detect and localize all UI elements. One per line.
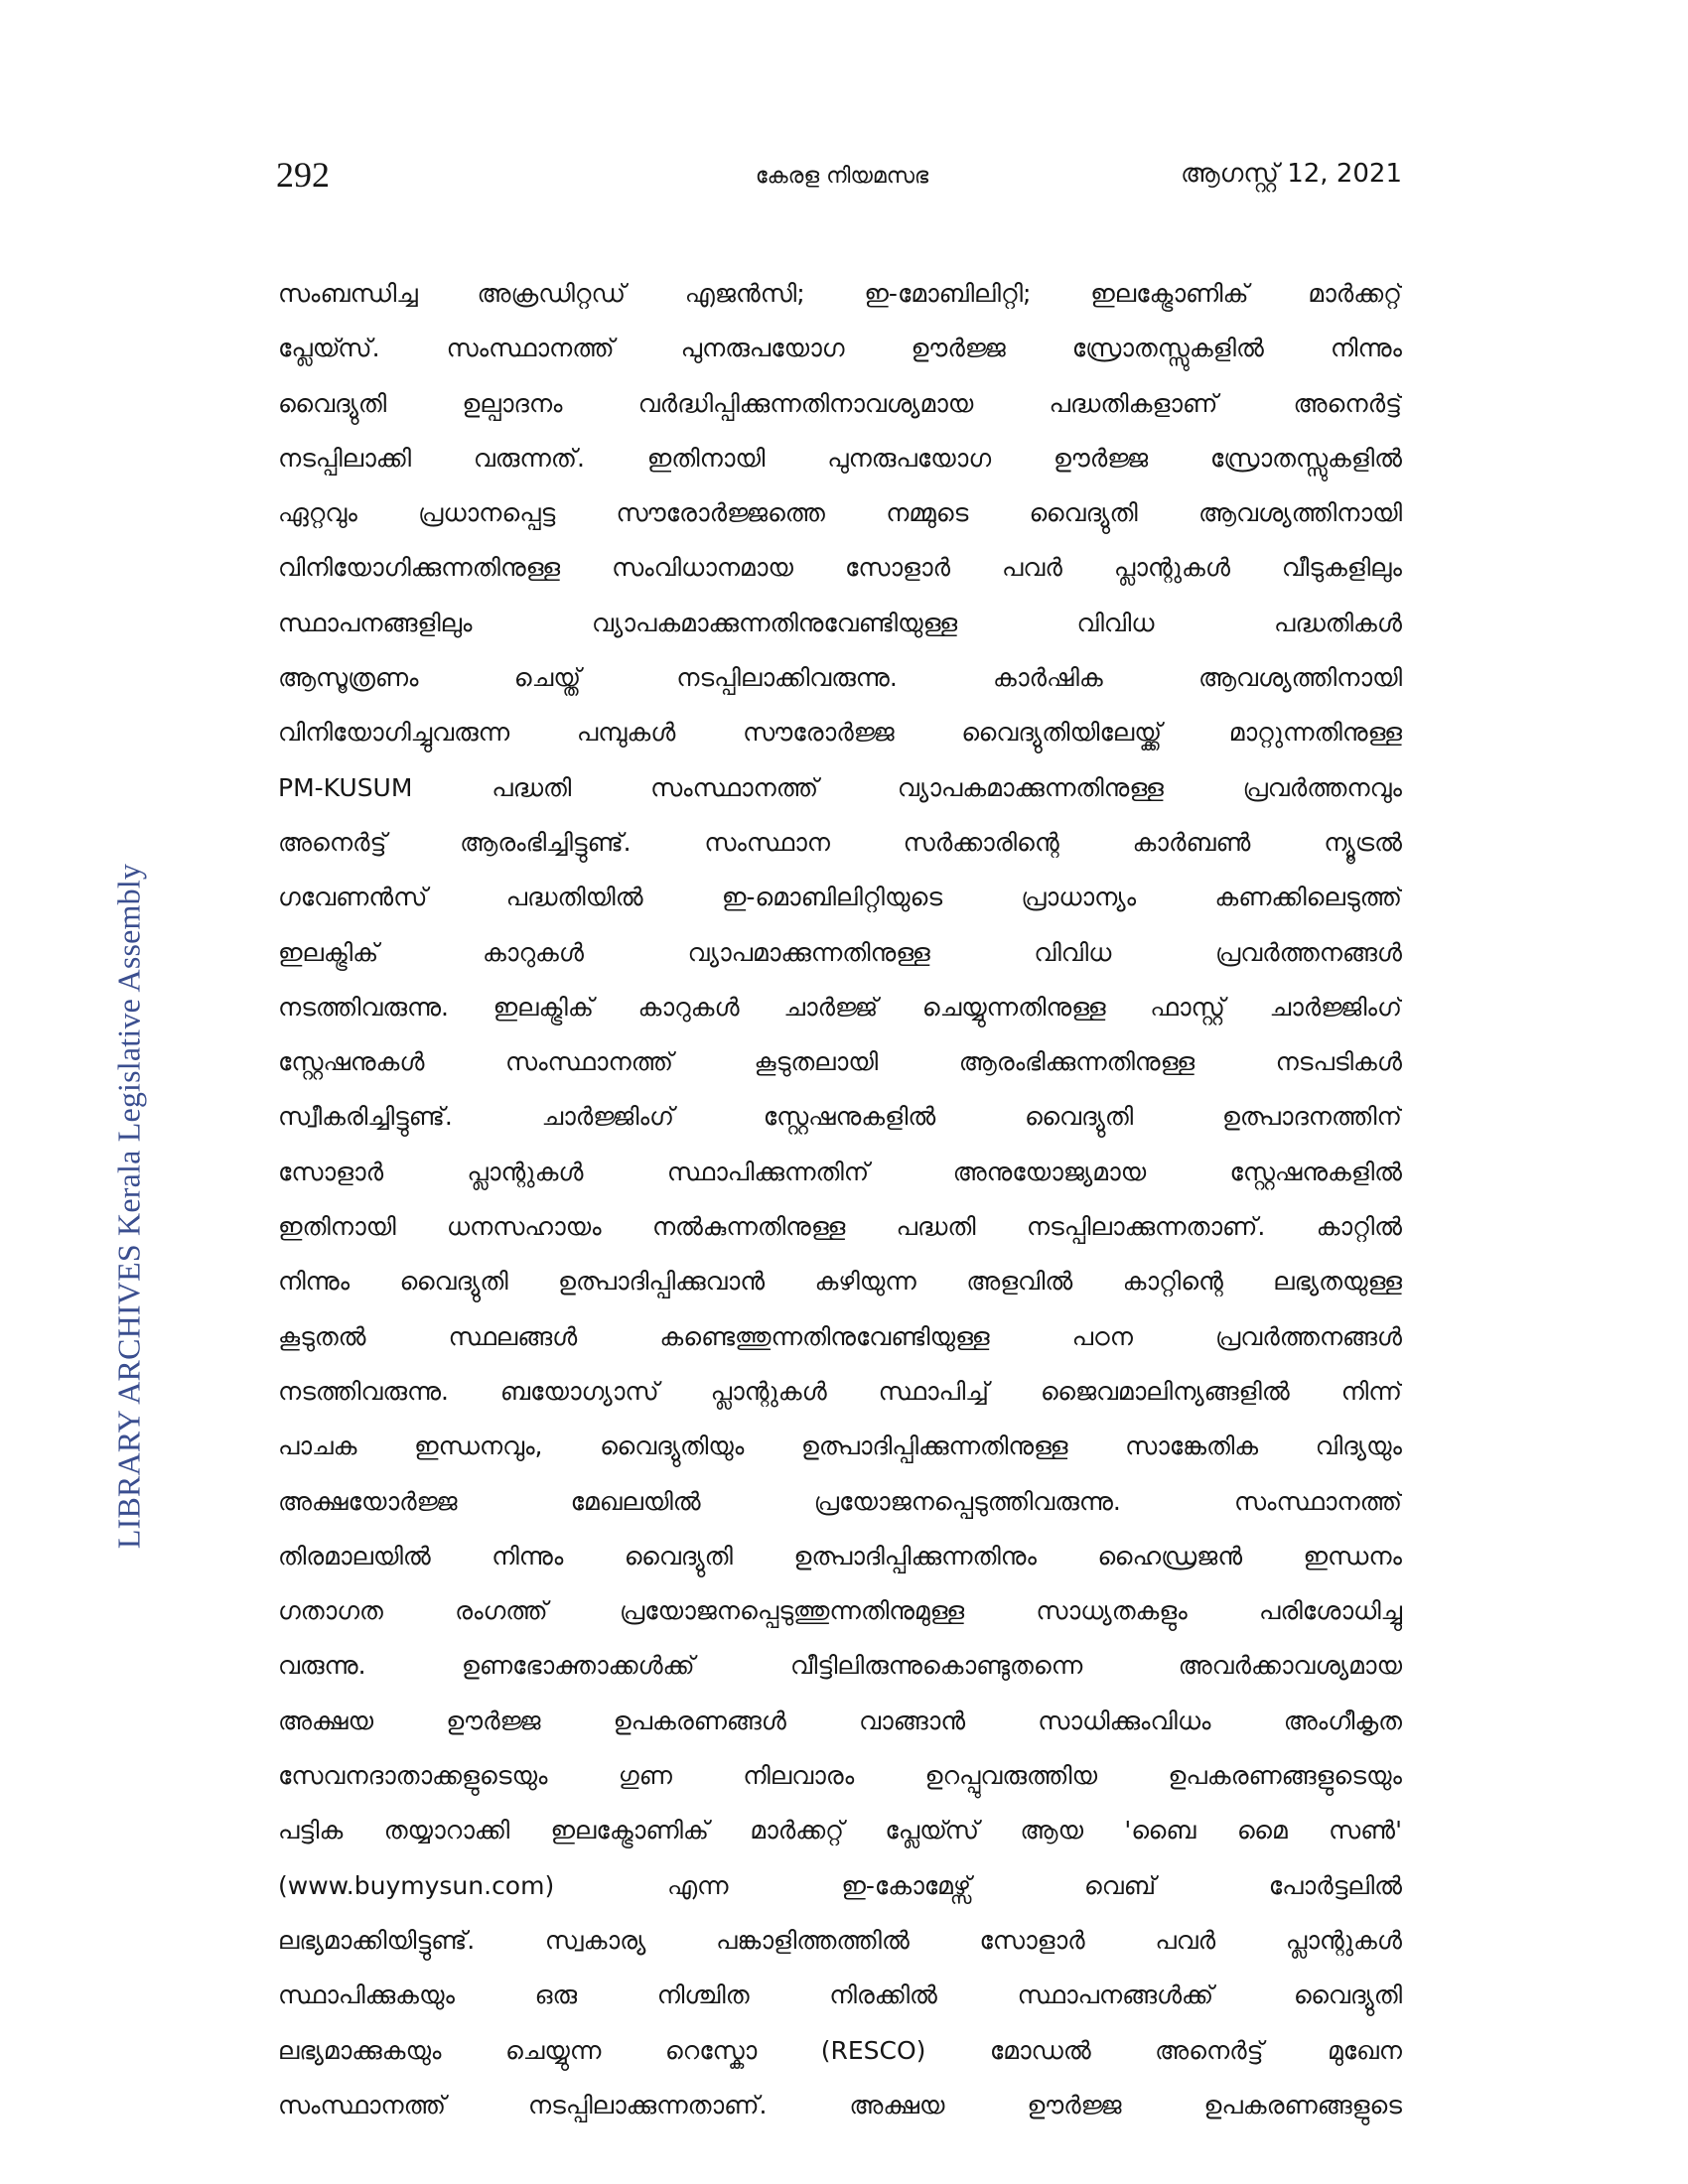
body-line: വൈദ്യുതി ഉല്പാദനം വർദ്ധിപ്പിക്കുന്നതിനാവശ്യമായ പദ്ധതികളാണ് അനെർട്ട് (278, 388, 1402, 418)
header-date: ആഗസ്റ്റ് 12, 2021 (1181, 159, 1402, 189)
body-line: നടത്തിവരുന്നു. ഇലക്ട്രിക് കാറുകൾ ചാർജ്ജ് ചെയ്യുന്നതിനുള്ള ഫാസ്റ്റ് ചാർജ്ജിംഗ് (278, 992, 1402, 1022)
body-line: ഇതിനായി ധനസഹായം നൽകുന്നതിനുള്ള പദ്ധതി നടപ്പിലാക്കുന്നതാണ്. കാറ്റിൽ (278, 1212, 1402, 1242)
body-line: (www.buymysun.com) എന്ന ഇ-കോമേഴ്സ് വെബ് പോർട്ടലിൽ (278, 1870, 1402, 1900)
body-line: പട്ടിക തയ്യാറാക്കി ഇലക്ട്രോണിക് മാർക്കറ്റ് പ്ലേയ്സ് ആയ 'ബൈ മൈ സൺ' (278, 1816, 1402, 1845)
page-header (276, 157, 1402, 212)
body-line: വരുന്നു. ഉണഭോക്താക്കൾക്ക് വീട്ടിലിരുന്നുകൊണ്ടുതന്നെ അവർക്കാവശ്യമായ (278, 1651, 1402, 1681)
body-line: സ്റ്റേഷനുകൾ സംസ്ഥാനത്ത് കൂടുതലായി ആരംഭിക്കുന്നതിനുള്ള നടപടികൾ (278, 1047, 1402, 1077)
body-line: സേവനദാതാക്കളുടെയും ഗുണ നിലവാരം ഉറപ്പുവരുത്തിയ ഉപകരണങ്ങളുടെയും (278, 1761, 1402, 1791)
running-title: കേരള നിയമസഭ (755, 164, 929, 189)
body-line: നടപ്പിലാക്കി വരുന്നത്. ഇതിനായി പുനരുപയോഗ ഊർജ്ജ സ്രോതസ്സുകളിൽ (278, 443, 1402, 473)
page-number: 292 (276, 155, 330, 195)
body-line: സ്വീകരിച്ചിട്ടുണ്ട്. ചാർജ്ജിംഗ് സ്റ്റേഷനുകളിൽ വൈദ്യുതി ഉത്പാദനത്തിന് (278, 1102, 1402, 1132)
watermark: LIBRARY ARCHIVES Kerala Legislative Assembly (110, 863, 147, 1550)
body-line: പാചക ഇന്ധനവും, വൈദ്യുതിയും ഉത്പാദിപ്പിക്കുന്നതിനുള്ള സാങ്കേതിക വിദ്യയും (278, 1432, 1402, 1461)
body-line: ഗതാഗത രംഗത്ത് പ്രയോജനപ്പെടുത്തുന്നതിനുമുള്ള സാധ്യതകളും പരിശോധിച്ചു (278, 1596, 1402, 1626)
body-line: സംബന്ധിച്ച അക്രഡിറ്റഡ് എജൻസി; ഇ-മോബിലിറ്റി; ഇലക്ട്രോണിക് മാർക്കറ്റ് (278, 279, 1402, 308)
body-line: അക്ഷയോർജ്ജ മേഖലയിൽ പ്രയോജനപ്പെടുത്തിവരുന്നു. സംസ്ഥാനത്ത് (278, 1486, 1402, 1516)
body-line: ലഭ്യമാക്കിയിട്ടുണ്ട്. സ്വകാര്യ പങ്കാളിത്തത്തിൽ സോളാർ പവർ പ്ലാന്റുകൾ (278, 1925, 1402, 1955)
body-line: അക്ഷയ ഊർജ്ജ ഉപകരണങ്ങൾ വാങ്ങാൻ സാധിക്കുംവിധം അംഗീകൃത (278, 1706, 1402, 1735)
body-line: തിരമാലയിൽ നിന്നും വൈദ്യുതി ഉത്പാദിപ്പിക്കുന്നതിനും ഹൈഡ്രജൻ ഇന്ധനം (278, 1541, 1402, 1570)
body-line: വിനിയോഗിക്കുന്നതിനുള്ള സംവിധാനമായ സോളാർ പവർ പ്ലാന്റുകൾ വീടുകളിലും (278, 553, 1402, 583)
body-line: പ്ലേയ്സ്. സംസ്ഥാനത്ത് പുനരുപയോഗ ഊർജ്ജ സ്രോതസ്സുകളിൽ നിന്നും (278, 334, 1402, 363)
body-line: നിന്നും വൈദ്യുതി ഉത്പാദിപ്പിക്കുവാൻ കഴിയുന്ന അളവിൽ കാറ്റിന്റെ ലഭ്യതയുള്ള (278, 1267, 1402, 1297)
body-line: ലഭ്യമാക്കുകയും ചെയ്യുന്ന റെസ്കോ (RESCO) മോഡൽ അനെർട്ട് മുഖേന (278, 2035, 1402, 2065)
body-line: ഇലക്ട്രിക് കാറുകൾ വ്യാപമാക്കുന്നതിനുള്ള വിവിധ പ്രവർത്തനങ്ങൾ (278, 937, 1402, 967)
body-line: വിനിയോഗിച്ചുവരുന്ന പമ്പുകൾ സൗരോർജ്ജ വൈദ്യുതിയിലേയ്ക്ക് മാറ്റുന്നതിനുള്ള (278, 718, 1402, 748)
body-line: കൂടുതൽ സ്ഥലങ്ങൾ കണ്ടെത്തുന്നതിനുവേണ്ടിയുള്ള പഠന പ്രവർത്തനങ്ങൾ (278, 1321, 1402, 1351)
body-line: സംസ്ഥാനത്ത് നടപ്പിലാക്കുന്നതാണ്. അക്ഷയ ഊർജ്ജ ഉപകരണങ്ങളുടെ (278, 2090, 1402, 2119)
body-line: സോളാർ പ്ലാന്റുകൾ സ്ഥാപിക്കുന്നതിന് അനുയോജ്യമായ സ്റ്റേഷനുകളിൽ (278, 1157, 1402, 1186)
body-line: സ്ഥാപിക്കുകയും ഒരു നിശ്ചിത നിരക്കിൽ സ്ഥാപനങ്ങൾക്ക് വൈദ്യുതി (278, 1980, 1402, 2010)
body-line: സ്ഥാപനങ്ങളിലും വ്യാപകമാക്കുന്നതിനുവേണ്ടിയുള്ള വിവിധ പദ്ധതികൾ (278, 608, 1402, 637)
body-text (278, 266, 1402, 2132)
body-line: PM-KUSUM പദ്ധതി സംസ്ഥാനത്ത് വ്യാപകമാക്കുന്നതിനുള്ള പ്രവർത്തനവും (278, 772, 1402, 802)
body-line: അനെർട്ട് ആരംഭിച്ചിട്ടുണ്ട്. സംസ്ഥാന സർക്കാരിന്റെ കാർബൺ ന്യൂട്രൽ (278, 827, 1402, 857)
body-line: ഗവേണൻസ് പദ്ധതിയിൽ ഇ-മൊബിലിറ്റിയുടെ പ്രാധാന്യം കണക്കിലെടുത്ത് (278, 883, 1402, 912)
body-line: ആസൂത്രണം ചെയ്ത് നടപ്പിലാക്കിവരുന്നു. കാർഷിക ആവശ്യത്തിനായി (278, 663, 1402, 693)
body-line: നടത്തിവരുന്നു. ബയോഗ്യാസ് പ്ലാന്റുകൾ സ്ഥാപിച്ച് ജൈവമാലിന്യങ്ങളിൽ നിന്ന് (278, 1376, 1402, 1406)
body-line: ഏറ്റവും പ്രധാനപ്പെട്ട സൗരോർജ്ജത്തെ നമ്മുടെ വൈദ്യുതി ആവശ്യത്തിനായി (278, 498, 1402, 528)
